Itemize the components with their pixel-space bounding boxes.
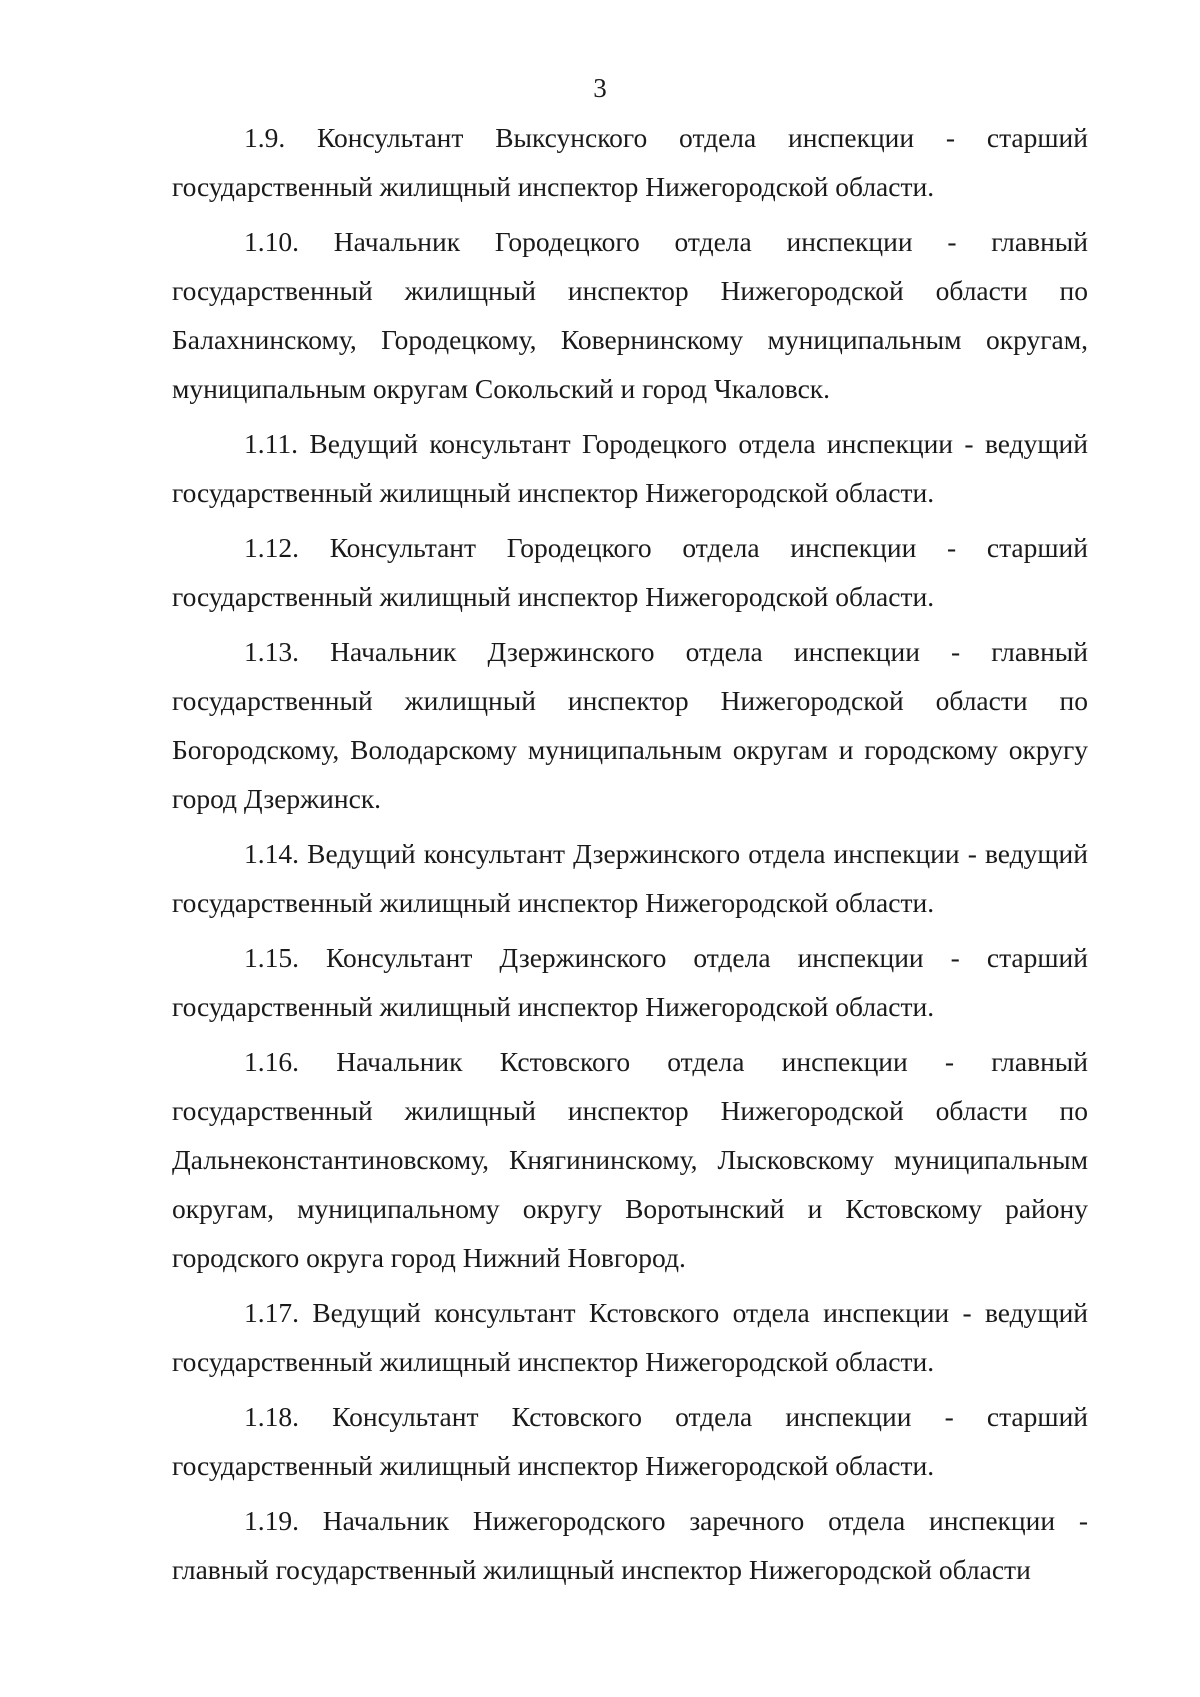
paragraph-1-18: 1.18. Консультант Кстовского отдела инспекции - старший государственный жилищный инспектор Нижегородской области. xyxy=(172,1401,1088,1481)
paragraph-1-17: 1.17. Ведущий консультант Кстовского отдела инспекции - ведущий государственный жилищный инспектор Нижегородской области. xyxy=(172,1297,1088,1377)
paragraph-1-14: 1.14. Ведущий консультант Дзержинского отдела инспекции - ведущий государственный жилищный инспектор Нижегородской области. xyxy=(172,838,1088,918)
document-body xyxy=(172,113,1088,1600)
paragraph-1-10: 1.10. Начальник Городецкого отдела инспекции - главный государственный жилищный инспектор Нижегородской области по Балахнинскому, Городецкому, Ковернинскому муниципальным округам, муниципальным округам Сокольский и город Чкаловск. xyxy=(172,226,1088,404)
paragraph-1-15: 1.15. Консультант Дзержинского отдела инспекции - старший государственный жилищный инспектор Нижегородской области. xyxy=(172,942,1088,1022)
paragraph-1-13: 1.13. Начальник Дзержинского отдела инспекции - главный государственный жилищный инспектор Нижегородской области по Богородскому, Володарскому муниципальным округам и городскому округу город Дзержинск. xyxy=(172,636,1088,814)
paragraph-1-16: 1.16. Начальник Кстовского отдела инспекции - главный государственный жилищный инспектор Нижегородской области по Дальнеконстантиновскому, Княгининскому, Лысковскому муниципальным округам, муниципальному округу Воротынский и Кстовскому району городского округа город Нижний Новгород. xyxy=(172,1046,1088,1273)
paragraph-1-11: 1.11. Ведущий консультант Городецкого отдела инспекции - ведущий государственный жилищный инспектор Нижегородской области. xyxy=(172,428,1088,508)
paragraph-1-19: 1.19. Начальник Нижегородского заречного отдела инспекции - главный государственный жилищный инспектор Нижегородской области xyxy=(172,1505,1088,1585)
page-number: 3 xyxy=(593,73,607,103)
paragraph-1-12: 1.12. Консультант Городецкого отдела инспекции - старший государственный жилищный инспектор Нижегородской области. xyxy=(172,532,1088,612)
paragraph-1-9: 1.9. Консультант Выксунского отдела инспекции - старший государственный жилищный инспектор Нижегородской области. xyxy=(172,122,1088,202)
